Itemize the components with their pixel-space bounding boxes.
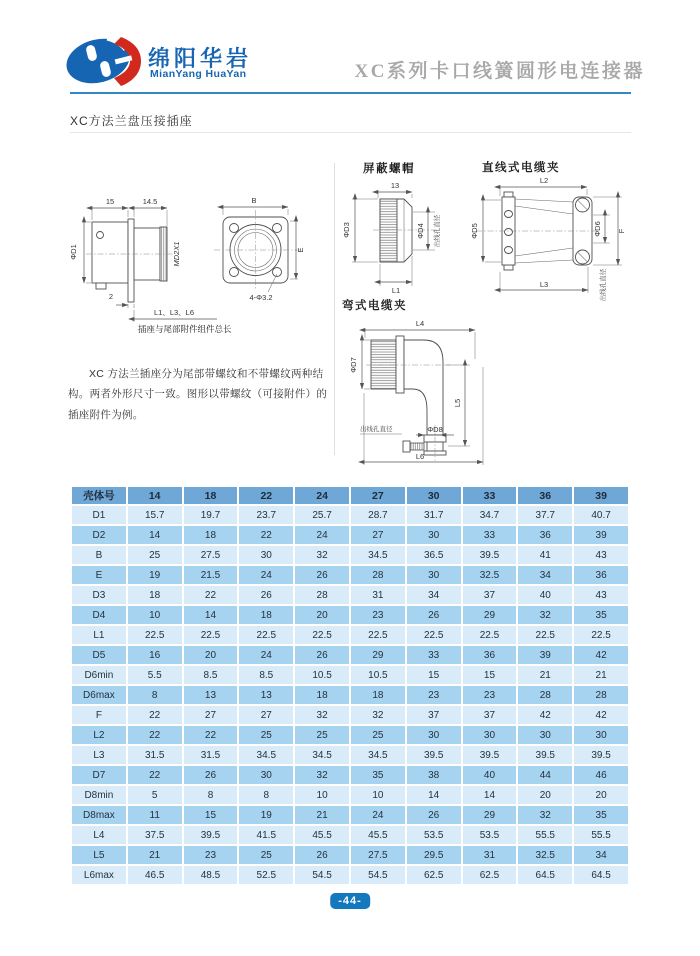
table-cell: 44	[517, 765, 573, 785]
table-cell: 11	[127, 805, 183, 825]
table-cell: 16	[127, 645, 183, 665]
table-cell: 24	[238, 645, 294, 665]
table-cell: 13	[183, 685, 239, 705]
table-cell: 32.5	[462, 565, 518, 585]
row-label: D4	[71, 605, 127, 625]
table-cell: 18	[350, 685, 406, 705]
table-row	[71, 625, 629, 645]
table-cell: 14	[406, 785, 462, 805]
table-cell: 30	[406, 525, 462, 545]
table-cell: 35	[573, 605, 629, 625]
table-cell: 15	[183, 805, 239, 825]
table-cell: 39.5	[517, 745, 573, 765]
dim-label: ΦD1	[69, 244, 78, 260]
table-cell: 30	[406, 565, 462, 585]
table-cell: 22.5	[183, 625, 239, 645]
table-cell: 45.5	[294, 825, 350, 845]
table-cell: 39.5	[462, 545, 518, 565]
table-cell: 32	[294, 765, 350, 785]
table-row	[71, 785, 629, 805]
table-cell: 23	[462, 685, 518, 705]
table-cell: 22.5	[238, 625, 294, 645]
table-cell: 24	[350, 805, 406, 825]
table-cell: 23	[406, 685, 462, 705]
table-cell: 22.5	[517, 625, 573, 645]
table-cell: 34.5	[350, 545, 406, 565]
table-cell: 28	[573, 685, 629, 705]
bent-clamp-drawing	[340, 315, 530, 467]
table-cell: 37	[462, 585, 518, 605]
table-cell: 31	[462, 845, 518, 865]
table-cell: 53.5	[406, 825, 462, 845]
bent-clamp-title: 弯式电缆夹	[342, 300, 407, 312]
table-row	[71, 545, 629, 565]
dim-label: L6	[415, 452, 425, 461]
table-cell: 26	[238, 585, 294, 605]
row-label: D8max	[71, 805, 127, 825]
table-cell: 34.5	[238, 745, 294, 765]
row-label: D5	[71, 645, 127, 665]
section-rule	[70, 132, 631, 133]
table-cell: 55.5	[573, 825, 629, 845]
table-cell: 27.5	[350, 845, 406, 865]
table-row	[71, 665, 629, 685]
table-cell: 25.7	[294, 505, 350, 525]
column-header: 30	[406, 486, 462, 505]
table-row	[71, 805, 629, 825]
company-name-en: MianYang HuaYan	[150, 68, 247, 80]
table-cell: 32	[294, 545, 350, 565]
column-header: 18	[183, 486, 239, 505]
table-cell: 27	[183, 705, 239, 725]
dim-label: L3	[539, 280, 549, 289]
table-row	[71, 725, 629, 745]
column-header: 14	[127, 486, 183, 505]
table-cell: 40.7	[573, 505, 629, 525]
hole-diameter-label: 出线孔直径	[434, 214, 441, 248]
table-cell: 36.5	[406, 545, 462, 565]
table-cell: 64.5	[517, 865, 573, 885]
dim-label: ΦD7	[349, 357, 358, 373]
table-cell: 37	[462, 705, 518, 725]
row-label: D6min	[71, 665, 127, 685]
table-cell: 39.5	[573, 745, 629, 765]
table-cell: 52.5	[238, 865, 294, 885]
dim-label: L5	[453, 398, 462, 408]
table-cell: 33	[406, 645, 462, 665]
table-cell: 31.5	[127, 745, 183, 765]
row-label: L5	[71, 845, 127, 865]
table-cell: 34.5	[294, 745, 350, 765]
table-cell: 26	[294, 565, 350, 585]
holes-label: 4-Φ3.2	[249, 293, 273, 302]
table-cell: 27	[350, 525, 406, 545]
table-cell: 39.5	[183, 825, 239, 845]
dim-label: B	[251, 196, 257, 205]
table-cell: 39.5	[406, 745, 462, 765]
column-header: 36	[517, 486, 573, 505]
table-cell: 38	[406, 765, 462, 785]
table-cell: 40	[517, 585, 573, 605]
table-cell: 30	[406, 725, 462, 745]
row-label: L4	[71, 825, 127, 845]
dim-label: L4	[415, 319, 425, 328]
table-cell: 8	[127, 685, 183, 705]
table-cell: 20	[294, 605, 350, 625]
table-cell: 10.5	[350, 665, 406, 685]
table-cell: 22	[183, 585, 239, 605]
socket-outline-drawing	[62, 148, 334, 340]
table-row	[71, 645, 629, 665]
table-row	[71, 685, 629, 705]
table-cell: 21	[294, 805, 350, 825]
table-cell: 28	[350, 565, 406, 585]
table-cell: 22	[238, 525, 294, 545]
table-cell: 26	[294, 845, 350, 865]
table-cell: 24	[294, 525, 350, 545]
table-cell: 34.7	[462, 505, 518, 525]
table-cell: 20	[517, 785, 573, 805]
table-cell: 5.5	[127, 665, 183, 685]
table-cell: 37.5	[127, 825, 183, 845]
table-cell: 41	[517, 545, 573, 565]
table-cell: 48.5	[183, 865, 239, 885]
drawing-divider	[334, 163, 335, 455]
table-cell: 14	[127, 525, 183, 545]
section-title: XC方法兰盘压接插座	[70, 114, 193, 128]
table-cell: 62.5	[406, 865, 462, 885]
table-cell: 18	[238, 605, 294, 625]
table-cell: 39	[517, 645, 573, 665]
table-row	[71, 705, 629, 725]
table-cell: 39.5	[462, 745, 518, 765]
table-cell: 22.5	[462, 625, 518, 645]
hole-diameter-label: 出线孔直径	[600, 268, 607, 302]
page-number-badge: -44-	[330, 893, 370, 909]
company-name-cn: 绵阳华岩	[148, 46, 253, 71]
dim-label: 2	[108, 292, 114, 301]
table-cell: 25	[127, 545, 183, 565]
table-cell: 25	[350, 725, 406, 745]
table-cell: 36	[517, 525, 573, 545]
table-cell: 5	[127, 785, 183, 805]
table-cell: 34	[573, 845, 629, 865]
table-cell: 10	[350, 785, 406, 805]
table-cell: 25	[238, 845, 294, 865]
table-row	[71, 765, 629, 785]
table-cell: 55.5	[517, 825, 573, 845]
table-row	[71, 865, 629, 885]
table-cell: 14	[183, 605, 239, 625]
table-cell: 19	[238, 805, 294, 825]
row-label: D2	[71, 525, 127, 545]
table-cell: 14	[462, 785, 518, 805]
table-cell: 42	[573, 645, 629, 665]
document-title: XC系列卡口线簧圆形电连接器	[354, 61, 645, 82]
table-cell: 22.5	[406, 625, 462, 645]
table-cell: 32	[517, 805, 573, 825]
table-cell: 10.5	[294, 665, 350, 685]
table-cell: 40	[462, 765, 518, 785]
description-paragraph: XC 方法兰插座分为尾部带螺纹和不带螺纹两种结构。两者外形尺寸一致。图形以带螺纹（可接附件）的插座附件为例。	[68, 368, 328, 421]
table-cell: 64.5	[573, 865, 629, 885]
table-cell: 18	[127, 585, 183, 605]
table-cell: 32	[517, 605, 573, 625]
dim-label: F	[617, 228, 626, 234]
spec-table-head-row	[71, 486, 629, 505]
table-cell: 30	[238, 545, 294, 565]
table-cell: 42	[517, 705, 573, 725]
table-cell: 28	[517, 685, 573, 705]
straight-clamp-title: 直线式电缆夹	[482, 162, 560, 174]
table-cell: 10	[127, 605, 183, 625]
table-row	[71, 585, 629, 605]
table-cell: 15	[406, 665, 462, 685]
dim-label: L1	[391, 286, 401, 295]
table-cell: 31.7	[406, 505, 462, 525]
dim-label: ΦD3	[342, 222, 351, 238]
table-cell: 21	[517, 665, 573, 685]
table-row	[71, 745, 629, 765]
table-cell: 22	[127, 765, 183, 785]
table-cell: 22.5	[127, 625, 183, 645]
table-cell: 19	[127, 565, 183, 585]
dim-label: 13	[390, 181, 400, 190]
row-label: E	[71, 565, 127, 585]
table-cell: 19.7	[183, 505, 239, 525]
table-cell: 35	[573, 805, 629, 825]
table-cell: 23	[183, 845, 239, 865]
table-cell: 8	[238, 785, 294, 805]
table-cell: 13	[238, 685, 294, 705]
column-header: 壳体号	[71, 486, 127, 505]
table-cell: 31	[350, 585, 406, 605]
dim-label: ΦD4	[416, 223, 425, 239]
row-label: D7	[71, 765, 127, 785]
table-cell: 39	[573, 525, 629, 545]
table-cell: 22	[127, 725, 183, 745]
table-cell: 30	[462, 725, 518, 745]
table-cell: 27.5	[183, 545, 239, 565]
table-cell: 28	[294, 585, 350, 605]
table-cell: 32	[294, 705, 350, 725]
table-cell: 34.5	[350, 745, 406, 765]
table-cell: 29.5	[406, 845, 462, 865]
column-header: 33	[462, 486, 518, 505]
column-header: 39	[573, 486, 629, 505]
table-cell: 34	[406, 585, 462, 605]
table-cell: 54.5	[350, 865, 406, 885]
dim-label: ΦD5	[470, 223, 479, 239]
table-cell: 24	[238, 565, 294, 585]
row-label: F	[71, 705, 127, 725]
table-row	[71, 565, 629, 585]
table-cell: 8.5	[238, 665, 294, 685]
table-cell: 8	[183, 785, 239, 805]
table-row	[71, 505, 629, 525]
table-cell: 26	[406, 605, 462, 625]
table-cell: 25	[294, 725, 350, 745]
dim-label: ΦD6	[593, 221, 602, 237]
table-cell: 43	[573, 545, 629, 565]
row-label: D6max	[71, 685, 127, 705]
table-cell: 29	[462, 605, 518, 625]
table-cell: 23.7	[238, 505, 294, 525]
column-header: 22	[238, 486, 294, 505]
hole-diameter-label: 出线孔直径	[360, 426, 393, 433]
table-cell: 23	[350, 605, 406, 625]
table-cell: 10	[294, 785, 350, 805]
table-cell: 15.7	[127, 505, 183, 525]
table-cell: 8.5	[183, 665, 239, 685]
table-cell: 21	[127, 845, 183, 865]
table-cell: 22.5	[573, 625, 629, 645]
table-cell: 30	[573, 725, 629, 745]
table-cell: 18	[183, 525, 239, 545]
row-label: D3	[71, 585, 127, 605]
table-cell: 30	[238, 765, 294, 785]
table-cell: 45.5	[350, 825, 406, 845]
header-rule	[70, 92, 631, 94]
table-cell: 35	[350, 765, 406, 785]
table-cell: 62.5	[462, 865, 518, 885]
straight-clamp-drawing	[460, 175, 638, 307]
table-cell: 26	[183, 765, 239, 785]
length-label: L1、L3、L6	[153, 308, 195, 317]
dim-label: ΦD8	[427, 425, 443, 434]
table-cell: 30	[517, 725, 573, 745]
dim-label: L2	[539, 176, 549, 185]
row-label: L2	[71, 725, 127, 745]
dim-label: 15	[105, 197, 115, 206]
dim-label: E	[296, 247, 305, 253]
table-cell: 21	[573, 665, 629, 685]
row-label: L3	[71, 745, 127, 765]
table-row	[71, 605, 629, 625]
table-cell: 53.5	[462, 825, 518, 845]
row-label: B	[71, 545, 127, 565]
table-cell: 25	[238, 725, 294, 745]
row-label: L1	[71, 625, 127, 645]
table-cell: 34	[517, 565, 573, 585]
row-label: D8min	[71, 785, 127, 805]
table-cell: 46	[573, 765, 629, 785]
thread-label: MD2X1	[172, 241, 181, 267]
table-cell: 33	[462, 525, 518, 545]
table-cell: 20	[183, 645, 239, 665]
table-cell: 22	[183, 725, 239, 745]
shield-cap-title: 屏蔽螺帽	[363, 163, 415, 175]
table-cell: 26	[406, 805, 462, 825]
company-logo-icon	[63, 34, 143, 92]
table-cell: 36	[462, 645, 518, 665]
table-cell: 22	[127, 705, 183, 725]
table-cell: 15	[462, 665, 518, 685]
table-cell: 37	[406, 705, 462, 725]
table-cell: 46.5	[127, 865, 183, 885]
table-cell: 29	[462, 805, 518, 825]
table-cell: 29	[350, 645, 406, 665]
table-cell: 36	[573, 565, 629, 585]
row-label: L6max	[71, 865, 127, 885]
table-row	[71, 845, 629, 865]
table-cell: 22.5	[294, 625, 350, 645]
column-header: 24	[294, 486, 350, 505]
table-cell: 54.5	[294, 865, 350, 885]
spec-table	[70, 485, 630, 886]
table-cell: 31.5	[183, 745, 239, 765]
table-cell: 41.5	[238, 825, 294, 845]
table-cell: 26	[294, 645, 350, 665]
table-cell: 28.7	[350, 505, 406, 525]
row-label: D1	[71, 505, 127, 525]
table-row	[71, 525, 629, 545]
table-cell: 42	[573, 705, 629, 725]
table-cell: 18	[294, 685, 350, 705]
shield-cap-drawing	[340, 172, 460, 297]
table-cell: 32	[350, 705, 406, 725]
table-cell: 37.7	[517, 505, 573, 525]
table-cell: 32.5	[517, 845, 573, 865]
dim-label: 14.5	[142, 197, 158, 206]
table-cell: 21.5	[183, 565, 239, 585]
length-note: 插座与尾部附件组件总长	[138, 324, 232, 334]
table-row	[71, 825, 629, 845]
table-cell: 27	[238, 705, 294, 725]
table-cell: 22.5	[350, 625, 406, 645]
spec-table-body	[71, 505, 629, 885]
table-cell: 20	[573, 785, 629, 805]
column-header: 27	[350, 486, 406, 505]
table-cell: 43	[573, 585, 629, 605]
